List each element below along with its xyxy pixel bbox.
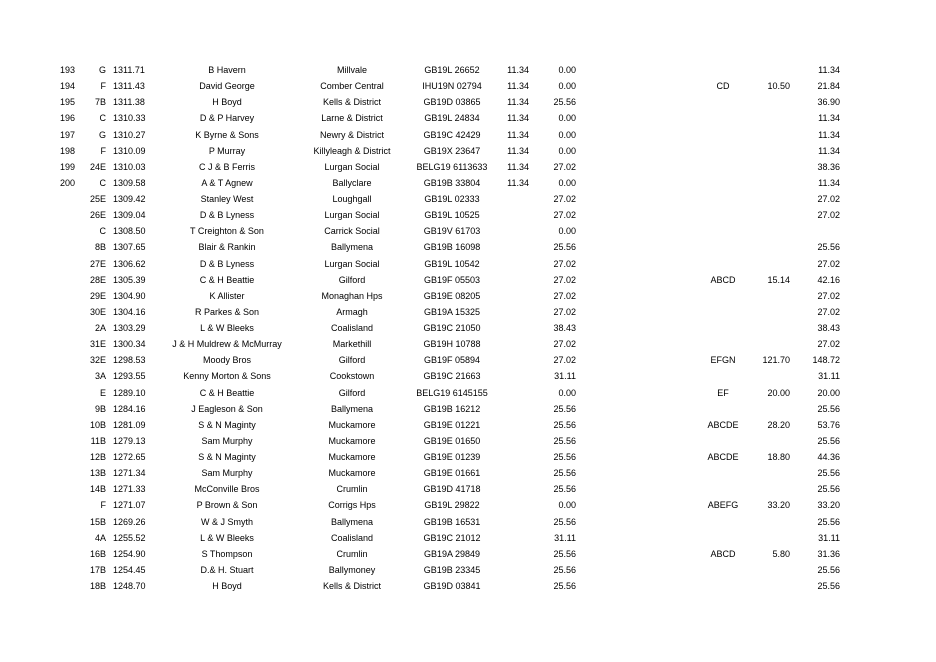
club-cell: Kells & District [322, 581, 381, 591]
pool-cell: 31.11 [554, 371, 576, 382]
total-cell: 25.56 [817, 468, 840, 479]
total-cell: 11.34 [818, 145, 840, 156]
section-cell: E [99, 387, 106, 398]
table-row [0, 465, 936, 481]
pool-cell: 0.00 [558, 387, 576, 398]
velocity-cell: 1279.13 [113, 435, 146, 446]
pool-cell: 27.02 [553, 274, 576, 285]
section-cell: G [98, 65, 106, 75]
fancier-name-cell: W & J Smyth [200, 516, 253, 527]
club-cell: Crumlin [336, 548, 368, 559]
nomination-value-cell: 33.20 [767, 500, 790, 511]
nomination-code-cell: CD [716, 81, 730, 92]
club-cell: Gilford [338, 355, 366, 366]
pool-cell: 27.02 [553, 290, 576, 301]
velocity-cell: 1269.26 [113, 516, 146, 527]
total-cell: 25.56 [817, 435, 840, 446]
velocity-cell: 1248.70 [113, 581, 146, 591]
fancier-name-cell: Moody Bros [202, 355, 252, 366]
table-row [0, 368, 936, 384]
ring-number-cell: GB19B 16098 [423, 242, 481, 253]
club-cell: Ballymoney [328, 564, 376, 575]
velocity-cell: 1310.33 [113, 113, 146, 124]
pool-cell: 0.00 [558, 226, 576, 237]
fancier-name-cell: H Boyd [212, 97, 242, 108]
velocity-cell: 1298.53 [113, 355, 146, 366]
velocity-cell: 1303.29 [113, 323, 146, 333]
section-cell: 28E [89, 274, 106, 285]
fancier-name-cell: P Brown & Son [196, 500, 258, 511]
nomination-code-cell: ABCDE [707, 419, 739, 430]
club-cell: Muckamore [328, 452, 376, 462]
club-cell: Monaghan Hps [321, 290, 383, 301]
club-cell: Cookstown [329, 371, 375, 382]
table-row [0, 175, 936, 191]
table-row [0, 481, 936, 497]
total-cell: 31.11 [818, 371, 840, 382]
velocity-cell: 1281.09 [113, 419, 146, 430]
ring-number-cell: GB19D 03841 [423, 581, 481, 591]
ring-number-cell: BELG19 6113633 [416, 161, 488, 172]
nomination-value-cell: 18.80 [767, 452, 790, 462]
velocity-cell: 1311.43 [113, 81, 145, 92]
velocity-cell: 1309.58 [113, 177, 146, 188]
velocity-cell: 1310.09 [113, 145, 146, 156]
velocity-cell: 1310.27 [113, 129, 146, 140]
fancier-name-cell: D & P Harvey [199, 113, 255, 124]
position-cell: 197 [60, 129, 76, 140]
nomination-code-cell: ABCD [710, 548, 736, 559]
club-cell: Millvale [336, 65, 367, 75]
club-cell: Muckamore [328, 419, 376, 430]
velocity-cell: 1293.55 [113, 371, 146, 382]
table-row [0, 514, 936, 530]
ring-number-cell: BELG19 6145155 [416, 387, 488, 398]
total-cell: 25.56 [817, 564, 840, 575]
pool-cell: 25.56 [553, 548, 576, 559]
section-cell: 2A [94, 323, 106, 333]
position-cell: 194 [60, 81, 76, 92]
fancier-name-cell: Kenny Morton & Sons [183, 371, 271, 382]
total-cell: 44.36 [817, 452, 840, 462]
prize-cell: 11.34 [507, 81, 529, 92]
table-row [0, 288, 936, 304]
pool-cell: 27.02 [553, 306, 576, 317]
prize-cell: 11.34 [507, 145, 529, 156]
total-cell: 38.43 [817, 323, 840, 333]
total-cell: 27.02 [817, 194, 840, 204]
prize-cell: 11.34 [507, 161, 529, 172]
pool-cell: 25.56 [553, 468, 576, 479]
total-cell: 31.11 [818, 532, 840, 543]
velocity-cell: 1284.16 [113, 403, 146, 414]
section-cell: 11B [90, 435, 106, 446]
pool-cell: 0.00 [558, 129, 576, 140]
pool-cell: 27.02 [553, 355, 576, 366]
pool-cell: 25.56 [553, 516, 576, 527]
total-cell: 25.56 [817, 242, 840, 253]
fancier-name-cell: C & H Beattie [199, 387, 255, 398]
ring-number-cell: GB19F 05894 [423, 355, 481, 366]
results-table [0, 62, 936, 594]
fancier-name-cell: B Havern [208, 65, 246, 75]
section-cell: 32E [89, 355, 106, 366]
club-cell: Coalisland [330, 323, 374, 333]
position-cell: 196 [60, 113, 76, 124]
club-cell: Lurgan Social [324, 161, 380, 172]
ring-number-cell: GB19C 42429 [423, 129, 481, 140]
velocity-cell: 1255.52 [113, 532, 146, 543]
fancier-name-cell: Blair & Rankin [198, 242, 256, 253]
club-cell: Ballyclare [332, 177, 372, 188]
club-cell: Ballymena [330, 242, 374, 253]
club-cell: Comber Central [320, 81, 384, 92]
pool-cell: 25.56 [553, 581, 576, 591]
section-cell: 26E [89, 210, 106, 221]
club-cell: Lurgan Social [324, 210, 380, 221]
total-cell: 27.02 [817, 306, 840, 317]
fancier-name-cell: J & H Muldrew & McMurray [172, 339, 282, 350]
pool-cell: 25.56 [553, 435, 576, 446]
total-cell: 27.02 [817, 339, 840, 350]
total-cell: 11.34 [818, 113, 840, 124]
ring-number-cell: GB19C 21050 [423, 323, 481, 333]
velocity-cell: 1306.62 [113, 258, 146, 269]
table-row [0, 417, 936, 433]
club-cell: Killyleagh & District [313, 145, 391, 156]
table-row [0, 62, 936, 78]
fancier-name-cell: D & B Lyness [199, 210, 255, 221]
section-cell: 16B [89, 548, 106, 559]
velocity-cell: 1304.90 [113, 290, 146, 301]
ring-number-cell: GB19H 10788 [423, 339, 481, 350]
section-cell: C [99, 226, 106, 237]
velocity-cell: 1308.50 [113, 226, 146, 237]
nomination-value-cell: 121.70 [762, 355, 790, 366]
pool-cell: 25.56 [553, 452, 576, 462]
club-cell: Corrigs Hps [328, 500, 376, 511]
total-cell: 11.34 [818, 177, 840, 188]
velocity-cell: 1289.10 [113, 387, 146, 398]
section-cell: 3A [94, 371, 106, 382]
pool-cell: 0.00 [558, 65, 576, 75]
ring-number-cell: GB19C 21663 [423, 371, 481, 382]
nomination-code-cell: ABEFG [707, 500, 739, 511]
velocity-cell: 1311.38 [113, 97, 145, 108]
ring-number-cell: GB19D 03865 [423, 97, 481, 108]
fancier-name-cell: McConville Bros [194, 484, 260, 495]
pool-cell: 27.02 [553, 194, 576, 204]
fancier-name-cell: H Boyd [212, 581, 242, 591]
ring-number-cell: GB19E 01239 [423, 452, 481, 462]
velocity-cell: 1307.65 [113, 242, 146, 253]
velocity-cell: 1254.90 [113, 548, 146, 559]
club-cell: Markethill [332, 339, 372, 350]
total-cell: 36.90 [817, 97, 840, 108]
section-cell: C [99, 177, 106, 188]
pool-cell: 27.02 [553, 210, 576, 221]
velocity-cell: 1305.39 [113, 274, 146, 285]
fancier-name-cell: Stanley West [200, 194, 254, 204]
fancier-name-cell: C & H Beattie [199, 274, 255, 285]
section-cell: 12B [89, 452, 106, 462]
ring-number-cell: GB19D 41718 [423, 484, 481, 495]
ring-number-cell: GB19X 23647 [423, 145, 481, 156]
table-row [0, 143, 936, 159]
section-cell: 14B [89, 484, 106, 495]
nomination-value-cell: 5.80 [772, 548, 790, 559]
ring-number-cell: GB19B 16212 [423, 403, 481, 414]
club-cell: Kells & District [322, 97, 381, 108]
ring-number-cell: GB19L 02333 [424, 194, 480, 204]
fancier-name-cell: S & N Maginty [198, 452, 256, 462]
section-cell: 27E [89, 258, 106, 269]
velocity-cell: 1309.04 [113, 210, 146, 221]
club-cell: Ballymena [330, 403, 374, 414]
fancier-name-cell: K Allister [209, 290, 245, 301]
fancier-name-cell: L & W Bleeks [200, 532, 254, 543]
fancier-name-cell: S & N Maginty [198, 419, 256, 430]
fancier-name-cell: S Thompson [201, 548, 253, 559]
total-cell: 25.56 [817, 403, 840, 414]
velocity-cell: 1271.07 [113, 500, 146, 511]
section-cell: 15B [89, 516, 106, 527]
total-cell: 25.56 [817, 516, 840, 527]
ring-number-cell: GB19L 10525 [424, 210, 480, 221]
club-cell: Coalisland [330, 532, 374, 543]
pool-cell: 25.56 [553, 242, 576, 253]
total-cell: 21.84 [817, 81, 840, 92]
total-cell: 27.02 [817, 210, 840, 221]
total-cell: 148.72 [812, 355, 840, 366]
fancier-name-cell: C J & B Ferris [198, 161, 255, 172]
ring-number-cell: GB19L 24834 [424, 113, 480, 124]
table-row [0, 562, 936, 578]
pool-cell: 38.43 [553, 323, 576, 333]
total-cell: 25.56 [817, 581, 840, 591]
table-row [0, 256, 936, 272]
section-cell: 18B [89, 581, 106, 591]
velocity-cell: 1304.16 [113, 306, 146, 317]
nomination-value-cell: 10.50 [767, 81, 790, 92]
club-cell: Armagh [336, 306, 368, 317]
total-cell: 31.36 [817, 548, 840, 559]
ring-number-cell: GB19A 15325 [423, 306, 481, 317]
pool-cell: 25.56 [553, 484, 576, 495]
section-cell: 17B [89, 564, 106, 575]
total-cell: 11.34 [818, 65, 840, 75]
pool-cell: 0.00 [558, 145, 576, 156]
ring-number-cell: GB19L 29822 [424, 500, 480, 511]
ring-number-cell: GB19E 01221 [423, 419, 481, 430]
table-row [0, 336, 936, 352]
pool-cell: 27.02 [553, 161, 576, 172]
fancier-name-cell: D.& H. Stuart [200, 564, 254, 575]
prize-cell: 11.34 [507, 177, 529, 188]
section-cell: 8B [94, 242, 106, 253]
section-cell: F [100, 81, 106, 92]
total-cell: 20.00 [817, 387, 840, 398]
club-cell: Larne & District [321, 113, 383, 124]
pool-cell: 0.00 [558, 500, 576, 511]
pool-cell: 25.56 [553, 403, 576, 414]
pool-cell: 25.56 [553, 564, 576, 575]
club-cell: Gilford [338, 387, 366, 398]
table-row [0, 401, 936, 417]
total-cell: 11.34 [818, 129, 840, 140]
table-row [0, 530, 936, 546]
position-cell: 198 [60, 145, 76, 156]
table-row [0, 239, 936, 255]
table-row [0, 449, 936, 465]
nomination-code-cell: EFGN [710, 355, 736, 366]
total-cell: 42.16 [817, 274, 840, 285]
section-cell: G [98, 129, 106, 140]
position-cell: 200 [60, 177, 76, 188]
position-cell: 193 [60, 65, 76, 75]
table-row [0, 223, 936, 239]
section-cell: 25E [89, 194, 106, 204]
nomination-value-cell: 28.20 [767, 419, 790, 430]
pool-cell: 25.56 [553, 97, 576, 108]
total-cell: 38.36 [817, 161, 840, 172]
table-row [0, 207, 936, 223]
table-row [0, 320, 936, 336]
section-cell: 13B [89, 468, 106, 479]
velocity-cell: 1300.34 [113, 339, 146, 350]
section-cell: 10B [89, 419, 106, 430]
velocity-cell: 1309.42 [113, 194, 146, 204]
table-row [0, 127, 936, 143]
table-row [0, 159, 936, 175]
section-cell: 4A [94, 532, 106, 543]
table-row [0, 352, 936, 368]
fancier-name-cell: T Creighton & Son [190, 226, 264, 237]
section-cell: F [100, 500, 106, 511]
club-cell: Carrick Social [324, 226, 380, 237]
velocity-cell: 1271.34 [113, 468, 146, 479]
fancier-name-cell: R Parkes & Son [194, 306, 260, 317]
prize-cell: 11.34 [507, 97, 529, 108]
table-row [0, 94, 936, 110]
fancier-name-cell: P Murray [208, 145, 246, 156]
table-row [0, 578, 936, 594]
club-cell: Muckamore [328, 468, 376, 479]
total-cell: 25.56 [817, 484, 840, 495]
fancier-name-cell: Sam Murphy [201, 435, 253, 446]
table-row [0, 304, 936, 320]
table-row [0, 497, 936, 513]
fancier-name-cell: K Byrne & Sons [195, 129, 259, 140]
velocity-cell: 1254.45 [113, 564, 146, 575]
fancier-name-cell: L & W Bleeks [200, 323, 254, 333]
club-cell: Loughgall [332, 194, 372, 204]
ring-number-cell: IHU19N 02794 [422, 81, 482, 92]
pool-cell: 25.56 [553, 419, 576, 430]
position-cell: 195 [60, 97, 76, 108]
velocity-cell: 1271.33 [113, 484, 146, 495]
nomination-code-cell: ABCDE [707, 452, 739, 462]
table-row [0, 110, 936, 126]
fancier-name-cell: A & T Agnew [201, 177, 253, 188]
table-row [0, 272, 936, 288]
club-cell: Lurgan Social [324, 258, 380, 269]
velocity-cell: 1272.65 [113, 452, 146, 462]
pool-cell: 0.00 [558, 113, 576, 124]
club-cell: Newry & District [319, 129, 384, 140]
total-cell: 53.76 [817, 419, 840, 430]
prize-cell: 11.34 [507, 65, 529, 75]
section-cell: 31E [89, 339, 106, 350]
ring-number-cell: GB19V 61703 [423, 226, 481, 237]
nomination-value-cell: 15.14 [767, 274, 790, 285]
nomination-value-cell: 20.00 [767, 387, 790, 398]
ring-number-cell: GB19B 16531 [423, 516, 481, 527]
position-cell: 199 [60, 161, 76, 172]
section-cell: C [99, 113, 106, 124]
velocity-cell: 1311.71 [113, 65, 145, 75]
fancier-name-cell: J Eagleson & Son [191, 403, 263, 414]
prize-cell: 11.34 [507, 129, 529, 140]
ring-number-cell: GB19A 29849 [423, 548, 481, 559]
section-cell: 29E [89, 290, 106, 301]
club-cell: Ballymena [330, 516, 374, 527]
ring-number-cell: GB19E 08205 [423, 290, 481, 301]
table-row [0, 433, 936, 449]
club-cell: Crumlin [336, 484, 368, 495]
table-row [0, 546, 936, 562]
fancier-name-cell: Sam Murphy [201, 468, 253, 479]
fancier-name-cell: David George [199, 81, 255, 92]
nomination-code-cell: ABCD [710, 274, 736, 285]
prize-cell: 11.34 [507, 113, 529, 124]
total-cell: 27.02 [817, 258, 840, 269]
ring-number-cell: GB19B 23345 [423, 564, 481, 575]
club-cell: Gilford [338, 274, 366, 285]
table-row [0, 78, 936, 94]
table-row [0, 191, 936, 207]
ring-number-cell: GB19C 21012 [423, 532, 481, 543]
table-row [0, 385, 936, 401]
pool-cell: 0.00 [558, 81, 576, 92]
section-cell: 9B [94, 403, 106, 414]
ring-number-cell: GB19L 26652 [424, 65, 480, 75]
nomination-code-cell: EF [717, 387, 729, 398]
section-cell: 30E [89, 306, 106, 317]
fancier-name-cell: D & B Lyness [199, 258, 255, 269]
ring-number-cell: GB19E 01650 [423, 435, 481, 446]
section-cell: 24E [89, 161, 106, 172]
ring-number-cell: GB19L 10542 [424, 258, 480, 269]
pool-cell: 27.02 [553, 258, 576, 269]
club-cell: Muckamore [328, 435, 376, 446]
section-cell: 7B [94, 97, 106, 108]
pool-cell: 27.02 [553, 339, 576, 350]
section-cell: F [100, 145, 106, 156]
ring-number-cell: GB19F 05503 [423, 274, 481, 285]
pool-cell: 31.11 [554, 532, 576, 543]
ring-number-cell: GB19B 33804 [423, 177, 481, 188]
velocity-cell: 1310.03 [113, 161, 146, 172]
pool-cell: 0.00 [558, 177, 576, 188]
total-cell: 27.02 [817, 290, 840, 301]
ring-number-cell: GB19E 01661 [423, 468, 481, 479]
total-cell: 33.20 [817, 500, 840, 511]
